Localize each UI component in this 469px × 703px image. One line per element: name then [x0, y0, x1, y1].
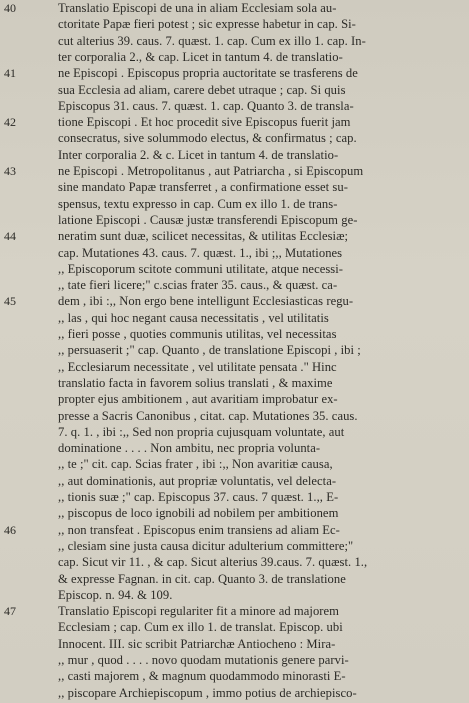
line-text: ,, tionis suæ ;" cap. Episcopus 37. caus. 7 quæst. 1.,, E-	[58, 490, 339, 504]
line-text: ,, fieri posse , quoties communis utilitas, vel necessitas	[58, 327, 337, 341]
line-text: ,, casti majorem , & magnum quodammodo minorasti E-	[58, 669, 346, 684]
line-text: ,, clesiam sine justa causa dicitur adulterium committere;"	[58, 538, 354, 553]
text-line	[0, 326, 469, 343]
margin-number: 44	[4, 229, 17, 244]
text-line	[0, 65, 469, 82]
text-line	[0, 33, 469, 50]
text-line	[0, 571, 469, 588]
text-line	[0, 179, 469, 196]
text-line	[0, 505, 469, 522]
text-line	[0, 342, 469, 359]
text-line	[0, 603, 469, 620]
line-text: Ecclesiam ; cap. Cum ex illo 1. de translat. Episcop. ubi	[58, 620, 343, 635]
line-text: Episcop. n. 94. & 109.	[58, 587, 173, 602]
line-text: ,, Episcoporum scitote communi utilitate, atque necessi-	[58, 261, 344, 276]
text-line	[0, 98, 469, 115]
text-line	[0, 489, 469, 506]
line-text: propter ejus ambitionem , aut avaritiam improbatur ex-	[58, 392, 338, 407]
line-text: tione Episcopi . Et hoc procedit sive Episcopus fuerit jam	[58, 115, 351, 130]
line-text: ne Episcopi . Episcopus propria auctoritate se trasferens de	[58, 66, 358, 81]
text-line	[0, 522, 469, 539]
text-line	[0, 456, 469, 473]
line-text: Innocent. III. sic scribit Patriarchæ Antiocheno : Mira-	[58, 636, 336, 651]
line-text: latione Episcopi . Causæ justæ transferendi Episcopum ge-	[58, 212, 358, 227]
text-line	[0, 619, 469, 636]
margin-number: 46	[4, 522, 17, 537]
line-text: spensus, textu expresso in cap. Cum ex illo 1. de trans-	[58, 196, 338, 211]
text-line	[0, 212, 469, 229]
text-line	[0, 636, 469, 653]
text-line	[0, 245, 469, 262]
line-text: ne Episcopi . Metropolitanus , aut Patriarcha , si Episcopum	[58, 164, 364, 178]
text-line	[0, 391, 469, 408]
text-line	[0, 147, 469, 164]
line-text: dem , ibi :,, Non ergo bene intelligunt Ecclesiasticas regu-	[58, 294, 354, 309]
text-line	[0, 228, 469, 245]
line-text: ctoritate Papæ fieri potest ; sic expresse habetur in cap. Si-	[58, 17, 356, 32]
text-line	[0, 473, 469, 490]
line-text: ,, te ;" cit. cap. Scias frater , ibi :,, Non avaritiæ causa,	[58, 457, 333, 472]
line-text: ,, aut dominationis, aut propriæ voluntatis, vel delecta-	[58, 473, 337, 488]
line-text: consecratus, sive solummodo electus, & confirmatus ; cap.	[58, 131, 357, 146]
line-text: Inter corporalia 2. & c. Licet in tantum 4. de translatio-	[58, 147, 339, 162]
line-text: ,, piscopare Archiepiscopum , immo potius de archiepisco-	[58, 685, 357, 700]
text-line	[0, 554, 469, 571]
text-line	[0, 196, 469, 213]
line-text: ,, Ecclesiarum necessitate , vel utilitate pensata ." Hinc	[58, 359, 337, 374]
text-line	[0, 359, 469, 376]
line-text: presse a Sacris Canonibus , citat. cap. Mutationes 35. caus.	[58, 408, 358, 423]
text-line	[0, 293, 469, 310]
line-text: & expresse Fagnan. in cit. cap. Quanto 3. de translatione	[58, 571, 346, 586]
line-text: ,, las , qui hoc negant causa necessitatis , vel utilitatis	[58, 310, 329, 325]
line-text: Translatio Episcopi de una in aliam Ecclesiam sola au-	[58, 1, 337, 15]
text-line	[0, 277, 469, 294]
text-line	[0, 82, 469, 99]
line-text: ,, persuaserit ;" cap. Quanto , de translatione Episcopi , ibi ;	[58, 343, 361, 358]
margin-number: 45	[4, 294, 17, 309]
line-text: ,, piscopus de loco ignobili ad nobilem per ambitionem	[58, 506, 339, 521]
margin-number: 41	[4, 66, 17, 81]
text-line	[0, 424, 469, 441]
line-text: 7. q. 1. , ibi :,, Sed non propria cujusquam voluntate, aut	[58, 424, 345, 439]
line-text: translatio facta in favorem solius translati , & maxime	[58, 375, 333, 390]
margin-number: 42	[4, 115, 17, 130]
text-line	[0, 587, 469, 604]
text-line	[0, 49, 469, 66]
text-line	[0, 261, 469, 278]
line-text: cap. Mutationes 43. caus. 7. quæst. 1., ibi ;,, Mutationes	[58, 245, 343, 260]
text-line	[0, 685, 469, 702]
text-line	[0, 0, 469, 17]
text-line	[0, 130, 469, 147]
margin-number: 43	[4, 164, 17, 178]
line-text: sine mandato Papæ transferret , a confirmatione esset su-	[58, 180, 348, 195]
line-text: cap. Sicut vir 11. , & cap. Sicut alterius 39.caus. 7. quæst. 1.,	[58, 555, 368, 570]
text-line	[0, 668, 469, 685]
line-text: ter corporalia 2., & cap. Licet in tantum 4. de translatio-	[58, 49, 343, 64]
line-text: cut alterius 39. caus. 7. quæst. 1. cap. Cum ex illo 1. cap. In-	[58, 33, 366, 48]
text-line	[0, 163, 469, 180]
text-line	[0, 652, 469, 669]
line-text: ,, mur , quod . . . . novo quodam mutationis genere parvi-	[58, 653, 349, 667]
margin-number: 40	[4, 1, 17, 15]
text-line	[0, 16, 469, 33]
line-text: sua Ecclesia ad aliam, carere debet utraque ; cap. Si quis	[58, 82, 346, 97]
text-line	[0, 408, 469, 425]
text-line	[0, 538, 469, 555]
text-line	[0, 310, 469, 327]
margin-number: 47	[4, 604, 17, 619]
text-line	[0, 440, 469, 457]
text-line	[0, 114, 469, 131]
line-text: Translatio Episcopi regulariter fit a minore ad majorem	[58, 604, 340, 619]
line-text: ,, non transfeat . Episcopus enim transiens ad aliam Ec-	[58, 522, 340, 537]
line-text: neratim sunt duæ, scilicet necessitas, & utilitas Ecclesiæ;	[58, 229, 349, 244]
text-line	[0, 375, 469, 392]
line-text: ,, tate fieri licere;" c.scias frater 35. caus., & quæst. ca-	[58, 278, 338, 293]
line-text: dominatione . . . . Non ambitu, nec propria volunta-	[58, 441, 321, 456]
line-text: Episcopus 31. caus. 7. quæst. 1. cap. Quanto 3. de transla-	[58, 98, 354, 113]
